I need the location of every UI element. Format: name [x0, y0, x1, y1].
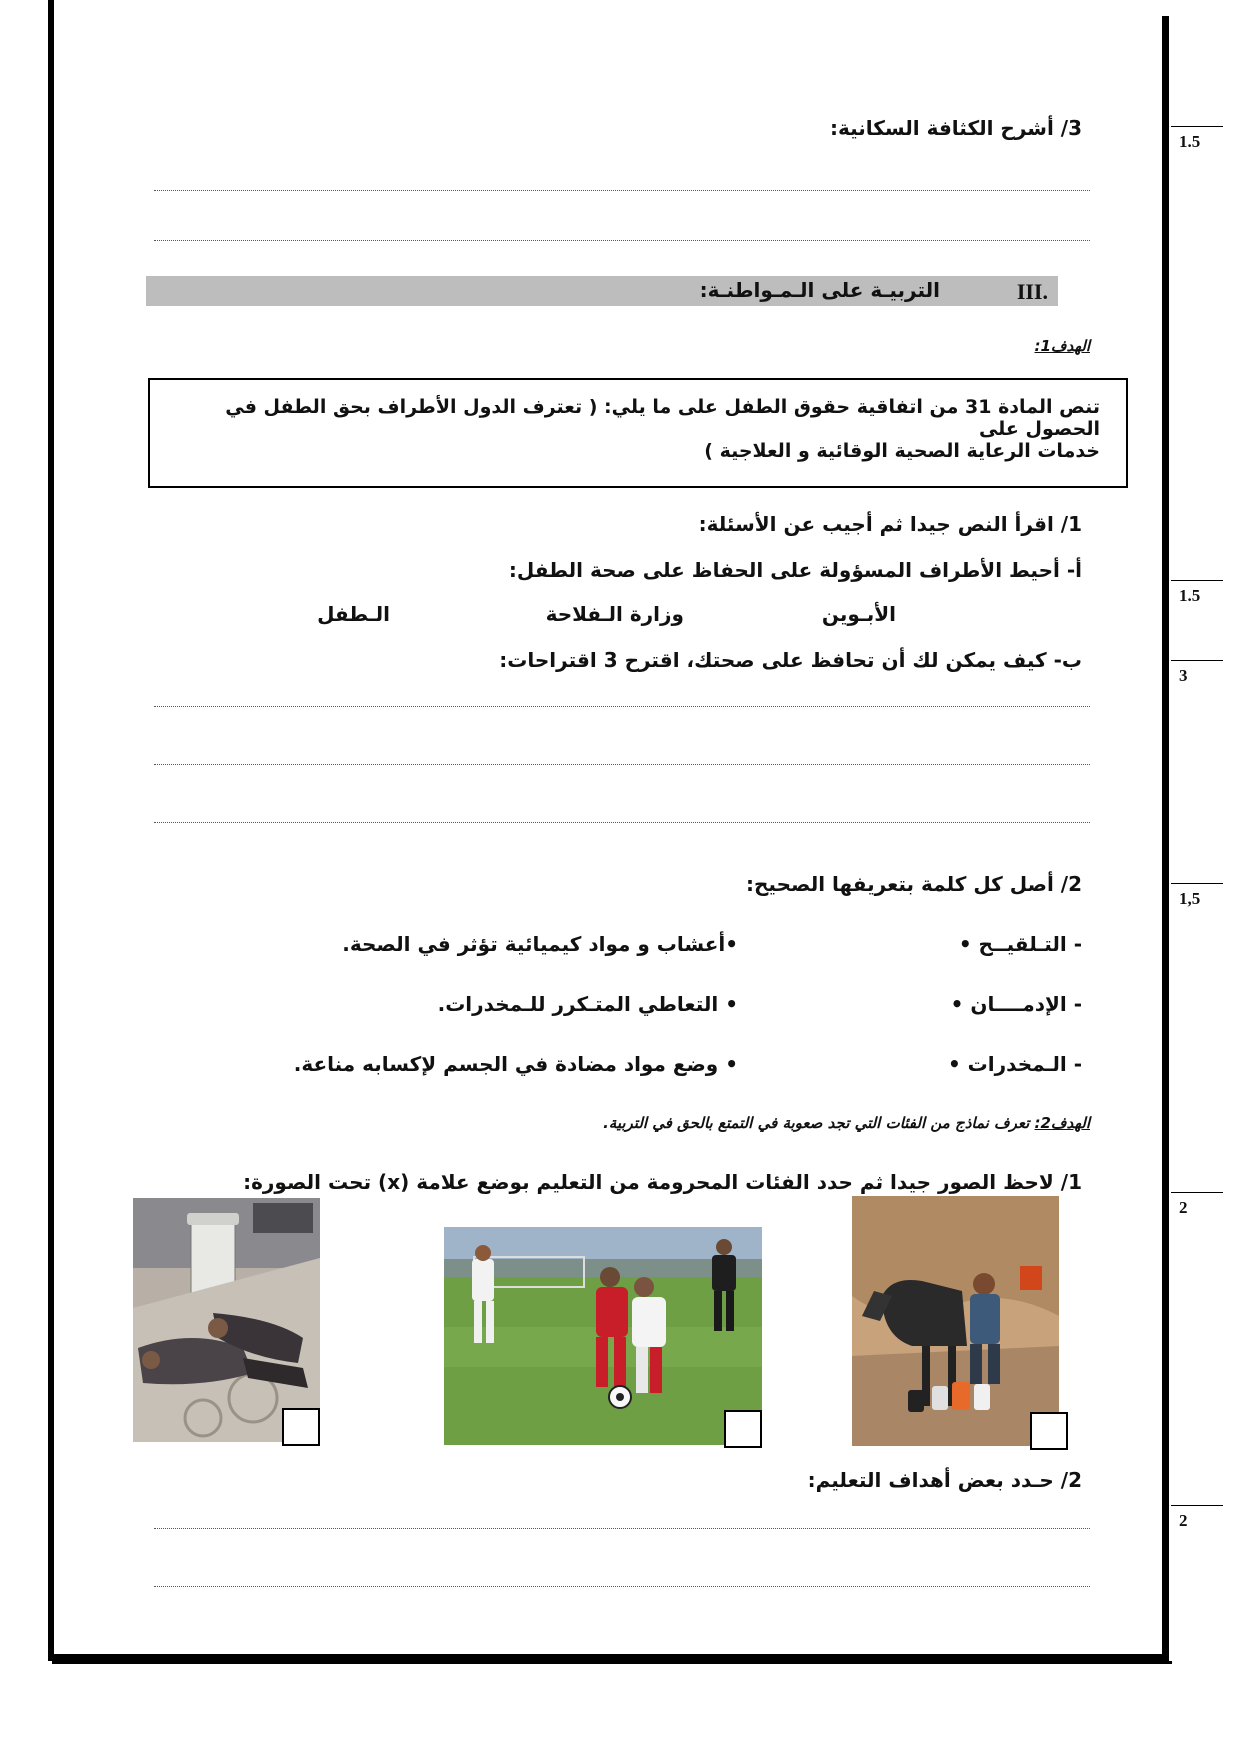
option-child[interactable]: الـطفل [317, 602, 390, 626]
question-population-density: 3/ أشرح الكثافة السكانية: [829, 116, 1082, 140]
answer-line[interactable] [154, 764, 1090, 765]
answer-line[interactable] [154, 822, 1090, 823]
answer-line[interactable] [154, 190, 1090, 191]
convention-text-box [148, 378, 1128, 488]
photo-1-checkbox[interactable] [282, 1408, 320, 1446]
photo-street-children [133, 1198, 320, 1442]
mark-divider [1171, 1192, 1223, 1193]
question-photos: 1/ لاحظ الصور جيدا ثم حدد الفئات المحرومة من التعليم بوضع علامة (x) تحت الصورة: [243, 1170, 1082, 1194]
match-word[interactable]: - التـلقيــح • [958, 932, 1082, 956]
mark-divider [1171, 883, 1223, 884]
match-definition[interactable]: •أعشاب و مواد كيميائية تؤثر في الصحة. [342, 932, 738, 956]
photo-child-labor-image [852, 1196, 1059, 1446]
question-2-intro: 2/ أصل كل كلمة بتعريفها الصحيح: [746, 872, 1082, 896]
photo-children-football [444, 1227, 762, 1445]
page-frame-left [48, 0, 54, 1660]
page-frame-right [1162, 16, 1169, 1662]
match-word[interactable]: - الـمخدرات • [947, 1052, 1082, 1076]
page-frame-bottom-shadow [52, 1661, 1172, 1664]
question-1-intro: 1/ اقرأ النص جيدا ثم أجيب عن الأسئلة: [698, 512, 1082, 536]
question-education-goals: 2/ حـدد بعض أهداف التعليم: [807, 1468, 1082, 1492]
convention-text-line: تنص المادة 31 من اتفاقية حقوق الطفل على ما يلي: ( تعترف الدول الأطراف بحق الطفل في الحصول على [225, 396, 1100, 440]
photo-child-labor [852, 1196, 1059, 1446]
answer-line[interactable] [154, 1528, 1090, 1529]
option-parents[interactable]: الأبـوين [821, 602, 896, 626]
photo-2-checkbox[interactable] [724, 1410, 762, 1448]
match-word[interactable]: - الإدمــــان • [950, 992, 1082, 1016]
mark-divider [1171, 126, 1223, 127]
option-agriculture-ministry[interactable]: وزارة الـفلاحة [545, 602, 684, 626]
answer-line[interactable] [154, 1586, 1090, 1587]
question-1a: أ- أحيط الأطراف المسؤولة على الحفاظ على صحة الطفل: [508, 558, 1082, 582]
photo-children-football-image [444, 1227, 762, 1445]
question-1b: ب- كيف يمكن لك أن تحافظ على صحتك، اقترح 3 اقتراحات: [499, 648, 1082, 672]
convention-text-line: خدمات الرعاية الصحية الوقائية و العلاجية ) [704, 440, 1100, 462]
match-definition[interactable]: • التعاطي المتـكرر للـمخدرات. [437, 992, 738, 1016]
answer-line[interactable] [154, 706, 1090, 707]
page-frame-bottom [48, 1654, 1169, 1661]
objective-1-label: الهدف1: [1034, 337, 1090, 355]
mark-divider [1171, 660, 1223, 661]
mark-divider [1171, 1505, 1223, 1506]
photo-3-checkbox[interactable] [1030, 1412, 1068, 1450]
objective-2: الهدف2: تعرف نماذج من الفئات التي تجد صعوبة في التمتع بالحق في التربية. [603, 1114, 1090, 1132]
answer-line[interactable] [154, 240, 1090, 241]
photo-street-children-image [133, 1198, 320, 1442]
mark-divider [1171, 580, 1223, 581]
match-definition[interactable]: • وضع مواد مضادة في الجسم لإكسابه مناعة. [293, 1052, 738, 1076]
section-title: التربيـة على الـمـواطنـة: [699, 278, 940, 302]
section-numeral: III. [1016, 279, 1048, 304]
